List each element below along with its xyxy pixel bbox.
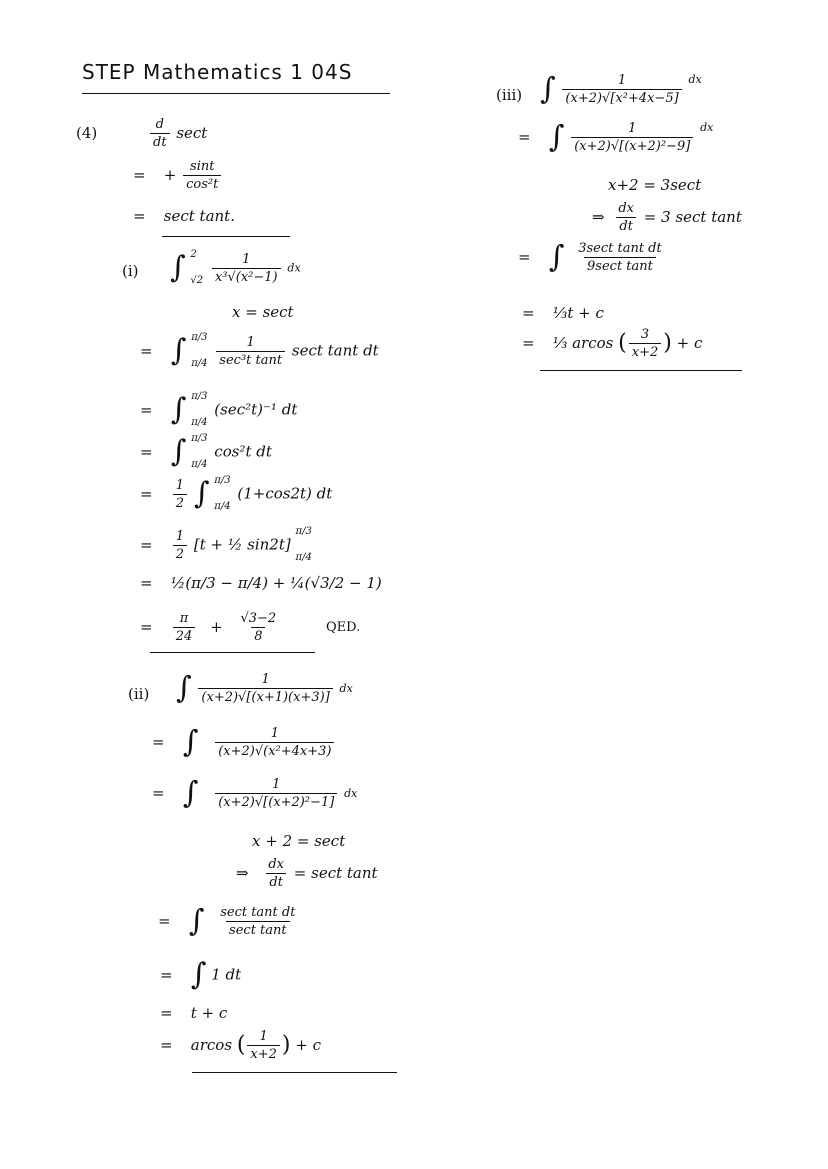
part-ii-line-1: ∫ $\frac{1}{(x+2)√[(x+1)(x+3)]}$ dx bbox=[176, 670, 353, 706]
page-title: STEP Mathematics 1 04S bbox=[82, 60, 353, 84]
part-i-line-2: = ∫ π/3 π/4 $\frac{1}{\text{sec³t tant}}$ sect tant dt bbox=[140, 332, 379, 369]
part-ii-divider bbox=[192, 1072, 397, 1073]
part-ii-line-7: = arcos ( $\frac{1}{x+2}$ ) + c bbox=[160, 1029, 322, 1062]
part-i-line-1: ∫ 2 √2 $\frac{1}{\text{x³√(x²−1)}}$ dx bbox=[170, 249, 301, 286]
part-i-line-6: = $\frac{1}{2}$ [t + ½ sin2t] π/3 π/4 bbox=[140, 526, 312, 563]
part-i-line-5: = $\frac{1}{2}$ ∫ π/3 π/4 (1+cos2t) dt bbox=[140, 475, 333, 512]
qed-mark: QED. bbox=[325, 620, 361, 635]
part-i-divider bbox=[150, 652, 315, 653]
part-i-line-7: = ½(π/3 − π/4) + ¼(√3/2 − 1) bbox=[140, 574, 382, 592]
part-iii-line-3: = ∫ $\frac{\text{3sect tant dt}}{\text{9sect tant}}$ bbox=[518, 239, 662, 275]
part-iii-line-4: = ⅓t + c bbox=[522, 304, 604, 322]
q4-line-1: = + $\frac{\sin t}{\text{cos²t}}$ bbox=[133, 160, 223, 191]
part-iii-substitution-2: ⇒ $\frac{dx}{dt}$ = 3 sect tant bbox=[592, 201, 742, 234]
part-iii-line-1: ∫ $\frac{1}{\text{(x+2)√[x²+4x−5]}}$ $^{dx}$ bbox=[540, 71, 702, 107]
part-i-line-8: = $\frac{\pi}{24}$ + $\frac{√3-2}{8}$ QED. bbox=[140, 611, 361, 644]
part-iii-label: (iii) bbox=[496, 86, 523, 104]
part-ii-substitution-1: x + 2 = sect bbox=[252, 832, 346, 850]
q4-line-2: = sect tant. bbox=[133, 207, 235, 225]
part-ii-substitution-2: ⇒ $\frac{dx}{dt}$ = sect tant bbox=[236, 857, 378, 890]
q4-label: (4) bbox=[76, 124, 98, 142]
integral-sign: ∫ bbox=[170, 250, 186, 285]
part-ii-line-2: = ∫ $\frac{1}{\text{(x+2)√(x²+4x+3)}}$ bbox=[152, 727, 336, 758]
part-iii-line-5: = ⅓ arcos ( $\frac{3}{x+2}$ ) + c bbox=[522, 327, 703, 360]
part-i-label: (i) bbox=[122, 262, 139, 280]
part-ii-line-3: = ∫ $\frac{1}{\text{(x+2)√[(x+2)²−1]}}$ dx bbox=[152, 775, 358, 811]
part-iii-line-2: = ∫ $\frac{1}{\text{(x+2)√[(x+2)²−9]}}$ $^{dx}$ bbox=[518, 119, 714, 155]
part-i-line-3: = ∫ π/3 π/4 (sec²t)⁻¹ dt bbox=[140, 391, 298, 428]
part-ii-label: (ii) bbox=[128, 685, 150, 703]
part-iii-divider bbox=[540, 370, 742, 371]
part-iii-substitution-1: x+2 = 3sect bbox=[608, 176, 702, 194]
part-ii-line-5: = ∫ 1 dt bbox=[160, 957, 242, 992]
part-ii-line-6: = t + c bbox=[160, 1004, 228, 1022]
q4-divider bbox=[162, 236, 290, 237]
q4-derivative: $\frac{d}{dt}$ sect bbox=[148, 118, 207, 149]
title-underline bbox=[82, 93, 390, 94]
part-ii-line-4: = ∫ $\frac{\text{sect tant dt}}{\text{sect tant}}$ bbox=[158, 903, 296, 939]
part-i-substitution: x = sect bbox=[232, 303, 294, 321]
part-i-line-4: = ∫ π/3 π/4 cos²t dt bbox=[140, 433, 272, 470]
